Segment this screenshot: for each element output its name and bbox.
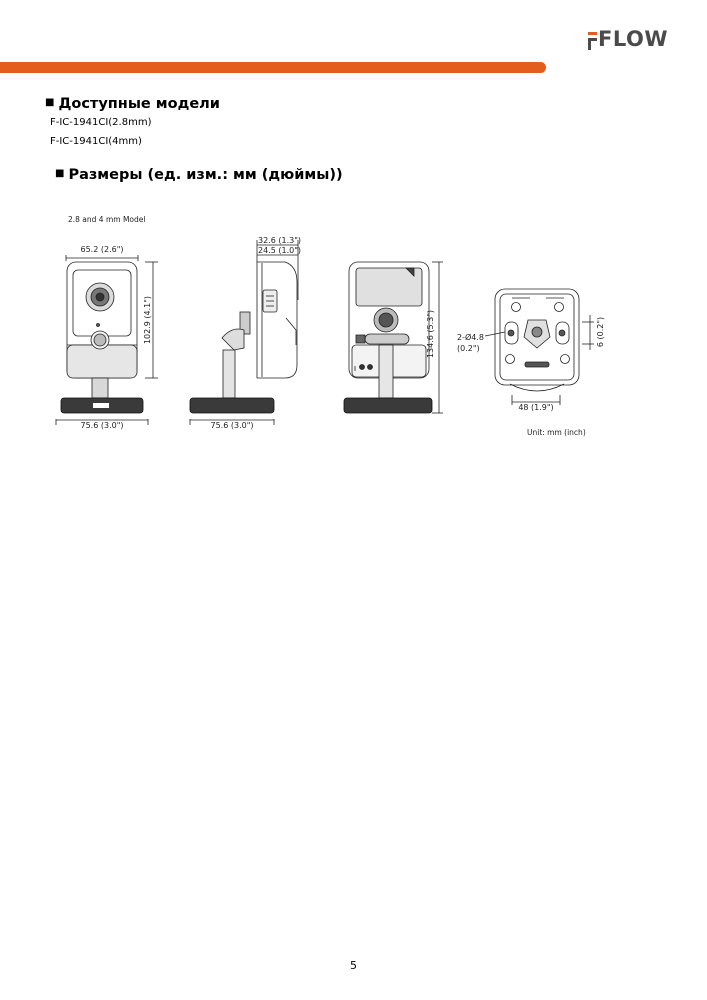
bullet-icon: ■	[45, 97, 55, 108]
models-section-title: ■ Доступные модели	[45, 96, 220, 112]
front-height-label: 102.9 (4.1")	[143, 295, 152, 345]
bullet-icon: ■	[55, 168, 65, 179]
side-depth-total-label: 32.6 (1.3")	[258, 236, 301, 245]
model-item: F-IC-1941CI(4mm)	[50, 136, 142, 147]
mount-view	[457, 289, 605, 412]
header-accent-bar	[0, 62, 546, 73]
page-number: 5	[350, 959, 357, 972]
front-view	[56, 245, 158, 430]
hole-label: 2-Ø4.8	[457, 333, 484, 342]
front-base-label: 75.6 (3.0")	[80, 421, 124, 430]
side-depth-body-label: 24.5 (1.0")	[258, 246, 301, 255]
mount-width-label: 48 (1.9")	[518, 403, 554, 412]
dimensions-section-title: ■ Размеры (ед. изм.: мм (дюймы))	[55, 167, 343, 183]
total-height-label: 134.6 (5.3")	[426, 309, 435, 359]
hole-spacing-label: 6 (0.2")	[596, 316, 605, 348]
side-base-label: 75.6 (3.0")	[210, 421, 254, 430]
logo-text: FLOW	[598, 27, 668, 51]
front-width-label: 65.2 (2.6")	[80, 245, 124, 254]
model-item: F-IC-1941CI(2.8mm)	[50, 117, 152, 128]
side-view	[190, 236, 301, 430]
hole-label-inch: (0.2")	[457, 344, 480, 353]
model-label: 2.8 and 4 mm Model	[68, 215, 146, 224]
unit-note: Unit: mm (inch)	[527, 428, 586, 437]
dimension-drawing	[40, 205, 660, 450]
rear-view	[344, 262, 443, 413]
